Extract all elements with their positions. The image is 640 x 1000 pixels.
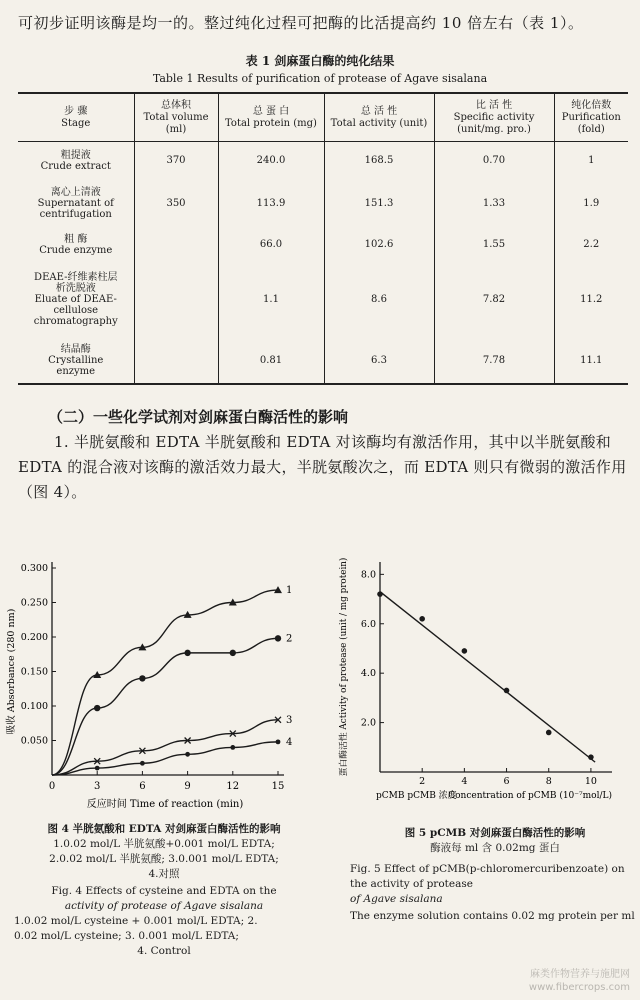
series-3-label: 3 [286, 714, 293, 726]
cell-fold: 1.9 [554, 180, 628, 228]
cell-protein: 0.81 [218, 338, 324, 384]
header-cn: 纯化倍数 [571, 100, 612, 111]
y-tick-label: 0.100 [20, 701, 48, 712]
fit-line [380, 592, 595, 762]
cell-stage [18, 338, 134, 384]
header-cn: 总 活 性 [360, 106, 398, 117]
cell-activity: 102.6 [324, 228, 434, 262]
fig4-caption-en-line: 1.0.02 mol/L cysteine + 0.001 mol/L EDTA; 2. [14, 915, 258, 927]
cell-fold: 2.2 [554, 228, 628, 262]
fig4-caption-en-line: 0.02 mol/L cysteine; 3. 0.001 mol/L EDTA; [14, 930, 239, 942]
stage-cn: 粗提液 [60, 149, 91, 161]
fig4-caption [14, 822, 314, 959]
fig5-caption-en-title: Fig. 5 Effect of pCMB(p-chloromercuribenzoate) on the activity of protease [350, 863, 625, 890]
cell-protein: 240.0 [218, 142, 324, 180]
stage-en: Crude enzyme [39, 244, 113, 256]
fig5-chart [330, 548, 640, 824]
watermark-line: 麻类作物营养与施肥网 [530, 969, 630, 980]
stage-en: Eluate of DEAE-cellulose chromatography [33, 294, 118, 327]
cell-activity: 168.5 [324, 142, 434, 180]
fig4-caption-en-line: 4. Control [137, 945, 191, 957]
series-4-point [185, 752, 190, 757]
y-axis-label: 吸收 Absorbance (280 nm) [6, 608, 17, 735]
header-specific [434, 93, 554, 142]
header-stage [18, 93, 134, 142]
fig4-caption-cn-line: 4.对照 [148, 868, 180, 880]
x-tick-label: 0 [48, 781, 56, 792]
section-title: （二）一些化学试剂对剑麻蛋白酶活性的影响 [48, 408, 349, 426]
cell-volume [134, 262, 218, 338]
series-4-point [140, 761, 145, 766]
cell-protein: 66.0 [218, 228, 324, 262]
table-row [18, 338, 628, 384]
table-row [18, 180, 628, 228]
data-point [377, 591, 383, 597]
series-2-point [139, 675, 145, 681]
header-en: Stage [61, 118, 91, 129]
cell-protein: 1.1 [218, 262, 324, 338]
header-protein [218, 93, 324, 142]
stage-cn: 粗 酶 [64, 233, 88, 245]
series-2-point [275, 635, 281, 641]
stage-en: Supernatant of centrifugation [37, 198, 114, 220]
cell-activity: 6.3 [324, 338, 434, 384]
header-en: Purification (fold) [561, 112, 621, 135]
fig5-caption-en-line: of Agave sisalana [350, 893, 443, 905]
x-tick-label: 6 [139, 781, 146, 792]
cell-specific: 0.70 [434, 142, 554, 180]
fig4-caption-en-line: activity of protease of Agave sisalana [64, 900, 264, 912]
fig4-chart [0, 548, 320, 818]
cell-activity: 8.6 [324, 262, 434, 338]
series-4-point [95, 766, 100, 771]
y-tick-label: 2.0 [360, 717, 376, 729]
body-paragraph: 1. 半胱氨酸和 EDTA 半胱氨酸和 EDTA 对该酶均有激活作用，其中以半胱氨酸和 EDTA 的混合液对该酶的激活效力最大，半胱氨酸次之，而 EDTA 则只有微弱的激活作用（图 4）。 [18, 433, 627, 501]
cell-protein: 113.9 [218, 180, 324, 228]
data-point [504, 688, 510, 694]
cell-stage [18, 142, 134, 180]
header-activity [324, 93, 434, 142]
stage-cn: DEAE-纤维素柱层析洗脱液 [34, 272, 118, 294]
table-row [18, 142, 628, 180]
data-point [462, 648, 468, 654]
x-tick-label: 4 [461, 776, 468, 787]
y-tick-label: 0.150 [20, 666, 48, 678]
fig5-caption-cn-title: 图 5 pCMB 对剑麻蛋白酶活性的影响 [404, 827, 586, 839]
x-tick-label: 10 [584, 776, 597, 787]
header-cn: 步 骤 [64, 106, 88, 117]
cell-activity: 151.3 [324, 180, 434, 228]
series-4-point [276, 739, 281, 744]
series-2-label: 2 [286, 633, 293, 645]
series-4-line [52, 742, 278, 775]
site-watermark [529, 968, 630, 994]
table-header-row [18, 93, 628, 142]
header-volume [134, 93, 218, 142]
data-point [419, 616, 425, 622]
fig4-caption-cn-line: 1.0.02 mol/L 半胱氨酸+0.001 mol/L EDTA; [53, 838, 275, 850]
fig4-caption-en-title: Fig. 4 Effects of cysteine and EDTA on the [51, 885, 277, 897]
header-cn: 比 活 性 [475, 100, 513, 111]
series-2-point [184, 650, 190, 656]
header-cn: 总体积 [161, 100, 191, 111]
header-en: Specific activity (unit/mg. pro.) [453, 112, 535, 135]
cell-stage [18, 180, 134, 228]
cell-fold: 11.1 [554, 338, 628, 384]
x-tick-label: 3 [94, 781, 101, 792]
purification-table [18, 92, 628, 385]
y-tick-label: 4.0 [360, 668, 376, 680]
cell-volume [134, 228, 218, 262]
series-2-line [52, 638, 278, 775]
x-tick-label: 9 [184, 781, 191, 792]
watermark-line: www.fibercrops.com [528, 982, 630, 993]
cell-specific: 7.82 [434, 262, 554, 338]
fig5-caption-cn-line: 酶液每 ml 含 0.02mg 蛋白 [430, 842, 560, 854]
x-axis-label: Concentration of pCMB (10⁻⁷mol/L) [448, 791, 612, 801]
cell-specific: 7.78 [434, 338, 554, 384]
x-axis-prefix: pCMB pCMB 浓度 [376, 791, 457, 801]
y-axis-label: 蛋白酶活性 Activity of protease (unit / mg protein) [339, 557, 349, 777]
table-row [18, 228, 628, 262]
cell-stage [18, 228, 134, 262]
cell-fold: 1 [554, 142, 628, 180]
intro-paragraph: 可初步证明该酶是均一的。整过纯化过程可把酶的比活提高约 10 倍左右（表 1）。 [18, 14, 584, 32]
y-tick-label: 0.200 [20, 632, 48, 643]
series-1-label: 1 [286, 585, 293, 597]
x-tick-label: 2 [419, 776, 426, 787]
cell-stage [18, 262, 134, 338]
fig4-caption-cn-title: 图 4 半胱氨酸和 EDTA 对剑麻蛋白酶活性的影响 [47, 823, 281, 835]
stage-cn: 离心上清液 [50, 187, 101, 198]
table-caption-en: Table 1 Results of purification of protease of Agave sisalana [152, 72, 488, 85]
x-tick-label: 15 [271, 781, 285, 792]
stage-cn: 结晶酶 [60, 343, 91, 355]
x-tick-label: 12 [226, 781, 240, 792]
fig5-caption [350, 826, 640, 924]
stage-en: Crude extract [40, 160, 111, 172]
y-tick-label: 8.0 [360, 569, 376, 581]
x-tick-label: 6 [503, 776, 510, 787]
series-2-point [230, 650, 236, 656]
x-axis-label: 反应时间 Time of reaction (min) [86, 799, 244, 810]
cell-specific: 1.55 [434, 228, 554, 262]
header-en: Total activity (unit) [330, 118, 428, 129]
y-tick-label: 6.0 [360, 618, 376, 630]
stage-en: Crystalline enzyme [48, 354, 104, 377]
table-row [18, 262, 628, 338]
cell-fold: 11.2 [554, 262, 628, 338]
table-caption-cn: 表 1 剑麻蛋白酶的纯化结果 [245, 54, 395, 68]
y-tick-label: 0.300 [20, 563, 48, 574]
header-en: Total protein (mg) [225, 118, 317, 129]
header-fold [554, 93, 628, 142]
x-tick-label: 8 [545, 776, 552, 787]
y-tick-label: 0.250 [20, 597, 48, 609]
cell-volume: 370 [134, 142, 218, 180]
series-4-point [230, 745, 235, 750]
data-point [588, 754, 594, 760]
series-2-point [94, 705, 100, 711]
header-en: Total volume (ml) [143, 112, 209, 135]
data-point [546, 730, 552, 736]
fig4-caption-cn-line: 2.0.02 mol/L 半胱氨酸; 3.0.001 mol/L EDTA; [49, 853, 279, 865]
cell-volume [134, 338, 218, 384]
cell-volume: 350 [134, 180, 218, 228]
series-4-label: 4 [286, 736, 293, 748]
cell-specific: 1.33 [434, 180, 554, 228]
fig5-caption-en-line: The enzyme solution contains 0.02 mg protein per ml [350, 910, 635, 922]
y-tick-label: 0.050 [20, 735, 48, 747]
header-cn: 总 蛋 白 [252, 106, 290, 117]
